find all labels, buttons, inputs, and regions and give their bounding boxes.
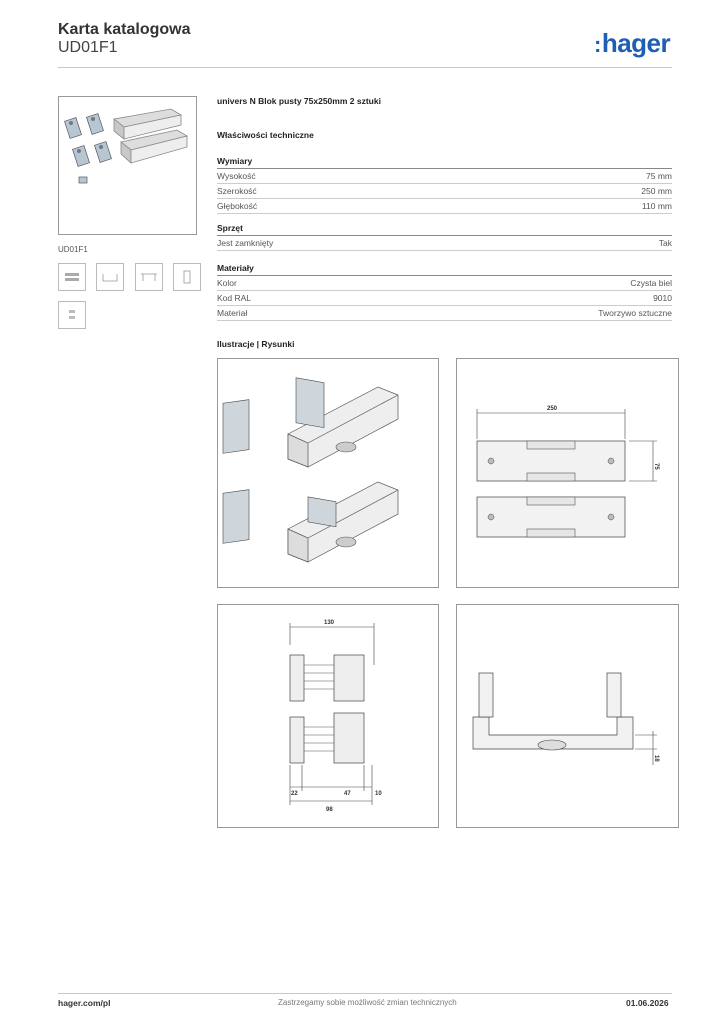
- footer-divider: [58, 993, 672, 994]
- page-title: Karta katalogowa: [58, 21, 191, 38]
- illustration-top-view[interactable]: [456, 358, 679, 588]
- section-materials: [217, 262, 672, 321]
- svg-text:250: 250: [547, 406, 558, 412]
- table-row: Kolor Czysta biel: [217, 276, 672, 291]
- svg-text:22: 22: [291, 791, 298, 797]
- product-code: UD01F1: [58, 39, 118, 56]
- table-row: Materiał Tworzywo sztuczne: [217, 306, 672, 321]
- svg-text:18: 18: [653, 755, 659, 762]
- table-row: Głębokość 110 mm: [217, 199, 672, 214]
- thumbnail-1[interactable]: [58, 263, 86, 291]
- footer-website-link[interactable]: hager.com/pl: [58, 998, 111, 1008]
- svg-text:10: 10: [375, 791, 382, 797]
- thumbnail-5[interactable]: [58, 301, 86, 329]
- thumbnail-3[interactable]: [135, 263, 163, 291]
- section-title: Sprzęt: [217, 222, 672, 236]
- thumbnail-4[interactable]: [173, 263, 201, 291]
- illustration-isometric[interactable]: [217, 358, 439, 588]
- table-row: Szerokość 250 mm: [217, 184, 672, 199]
- product-name: univers N Blok pusty 75x250mm 2 sztuki: [217, 96, 381, 106]
- svg-text:47: 47: [344, 791, 351, 797]
- thumbnail-2[interactable]: [96, 263, 124, 291]
- illustrations-title: Ilustracje | Rysunki: [217, 339, 295, 349]
- table-row: Kod RAL 9010: [217, 291, 672, 306]
- svg-text:75: 75: [653, 463, 659, 470]
- section-dimensions: [217, 155, 672, 214]
- header-divider: [58, 67, 672, 68]
- product-photo[interactable]: [58, 96, 197, 235]
- section-title: Wymiary: [217, 155, 672, 169]
- hager-logo[interactable]: :hager: [594, 28, 671, 58]
- section-title: Materiały: [217, 262, 672, 276]
- table-row: Jest zamknięty Tak: [217, 236, 672, 251]
- footer-date: 01.06.2026: [626, 998, 669, 1008]
- footer-disclaimer: Zastrzegamy sobie możliwość zmian technicznych: [278, 998, 457, 1007]
- section-equipment: [217, 222, 672, 251]
- illustration-side-view[interactable]: [217, 604, 439, 828]
- svg-text:130: 130: [324, 620, 335, 626]
- illustration-front-view[interactable]: [456, 604, 679, 828]
- properties-title: Właściwości techniczne: [217, 130, 314, 140]
- svg-text:98: 98: [326, 807, 333, 813]
- table-row: Wysokość 75 mm: [217, 169, 672, 184]
- photo-caption: UD01F1: [58, 245, 88, 254]
